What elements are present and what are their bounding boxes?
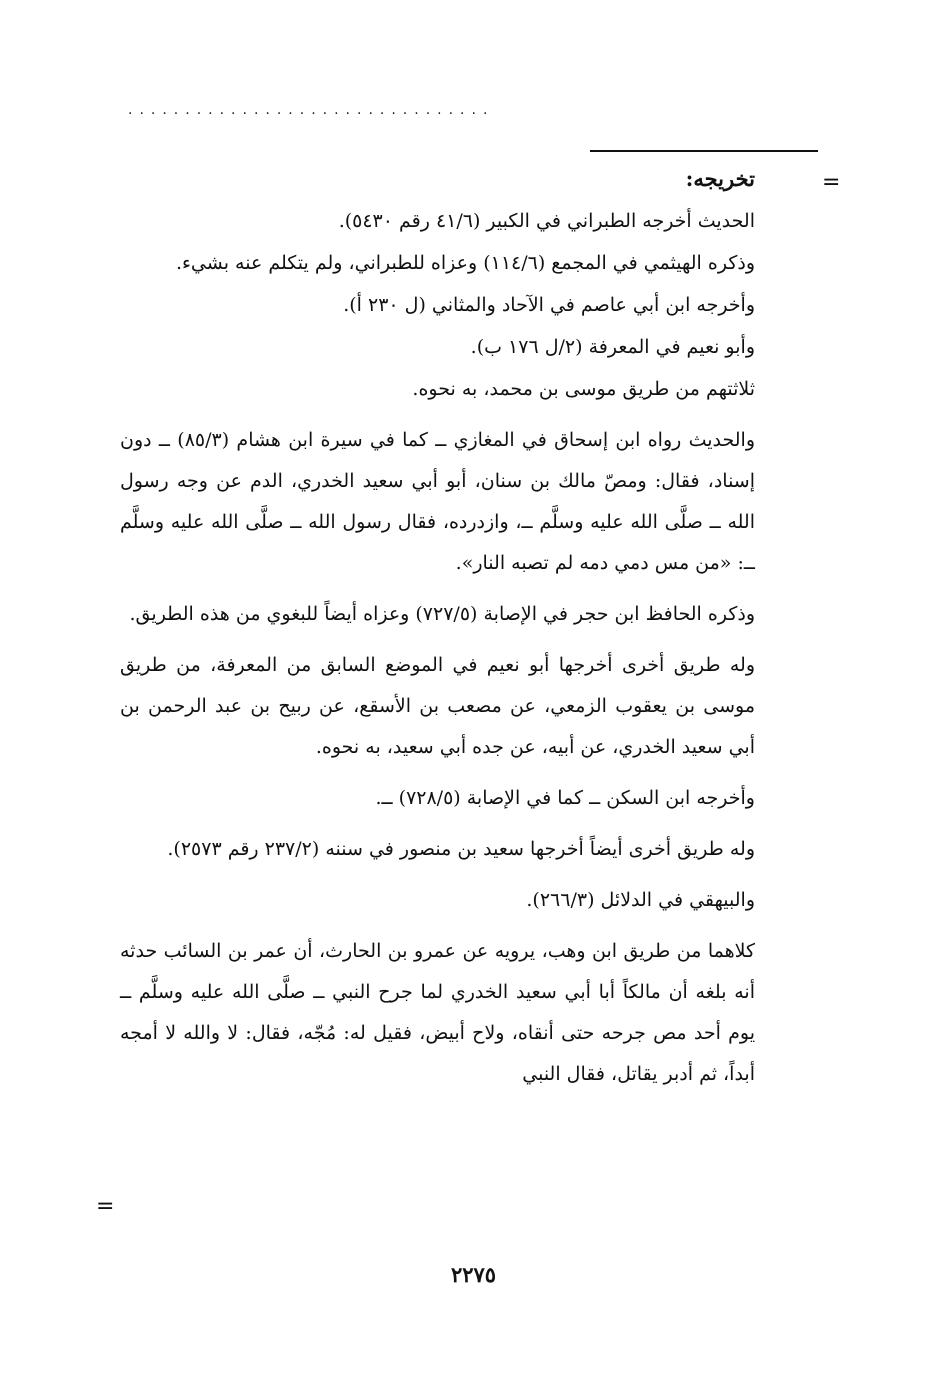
paragraph-bayhaqi: والبيهقي في الدلائل (٢٦٦/٣). [526, 889, 755, 911]
page-number: ٢٢٧٥ [450, 1262, 497, 1287]
continuation-mark-bottom: = [96, 1194, 115, 1219]
footnote-separator [590, 150, 818, 152]
continuation-mark-top: = [822, 170, 841, 195]
paragraph-said-ibn-mansur: وله طريق أخرى أيضاً أخرجها سعيد بن منصور في سننه (٢٣٧/٢ رقم ٢٥٧٣). [167, 838, 755, 860]
paragraph-ibn-al-sakan: وأخرجه ابن السكن ــ كما في الإصابة (٧٢٨/٥) ــ. [375, 787, 755, 809]
takhrij-line-5: ثلاثتهم من طريق موسى بن محمد، به نحوه. [412, 378, 755, 400]
paragraph-ibn-wahb-route: كلاهما من طريق ابن وهب، يرويه عن عمرو بن الحارث، أن عمر بن السائب حدثه أنه بلغه أن مالكاً أبا أبي سعيد الخدري لما جرح النبي ــ صلَّى الله عليه وسلَّم ــ يوم أحد مص جرحه حتى أنقاه، ولاح أبيض، فقيل له: مُجّه، فقال: لا والله لا أمجه أبداً، ثم أدبر يقاتل، فقال النبي [120, 940, 755, 1085]
takhrij-line-3: وأخرجه ابن أبي عاصم في الآحاد والمثاني (ل ٢٣٠ أ). [343, 294, 755, 316]
paragraph-ibn-hajar: وذكره الحافظ ابن حجر في الإصابة (٧٢٧/٥) وعزاه أيضاً للبغوي من هذه الطريق. [129, 603, 755, 625]
paragraph-abu-nuaym-route: وله طريق أخرى أخرجها أبو نعيم في الموضع السابق من المعرفة، من طريق موسى بن يعقوب الزمعي، عن مصعب بن الأسقع، عن ربيح بن عبد الرحمن بن أبي سعيد الخدري، عن أبيه، عن جده أبي سعيد، به نحوه. [120, 654, 755, 758]
takhrij-heading: تخريجه: [685, 166, 755, 191]
paragraph-ibn-ishaq: والحديث رواه ابن إسحاق في المغازي ــ كما في سيرة ابن هشام (٨٥/٣) ــ دون إسناد، فقال: ومصّ مالك بن سنان، أبو أبي سعيد الخدري، الدم عن وجه رسول الله ــ صلَّى الله عليه وسلَّم ــ، وازدرده، فقال رسول الله ــ صلَّى الله عليه وسلَّم ــ: «من مس دمي دمه لم تصبه النار». [120, 429, 755, 574]
takhrij-line-4: وأبو نعيم في المعرفة (٢/ل ١٧٦ ب). [470, 336, 755, 358]
footnote-body [120, 158, 755, 1105]
takhrij-line-1: الحديث أخرجه الطبراني في الكبير (٤١/٦ رقم ٥٤٣٠). [338, 210, 755, 232]
takhrij-line-2: وذكره الهيثمي في المجمع (١١٤/٦) وعزاه للطبراني، ولم يتكلم عنه بشيء. [175, 252, 755, 274]
header-dotted-rule: ................................ [128, 102, 495, 118]
